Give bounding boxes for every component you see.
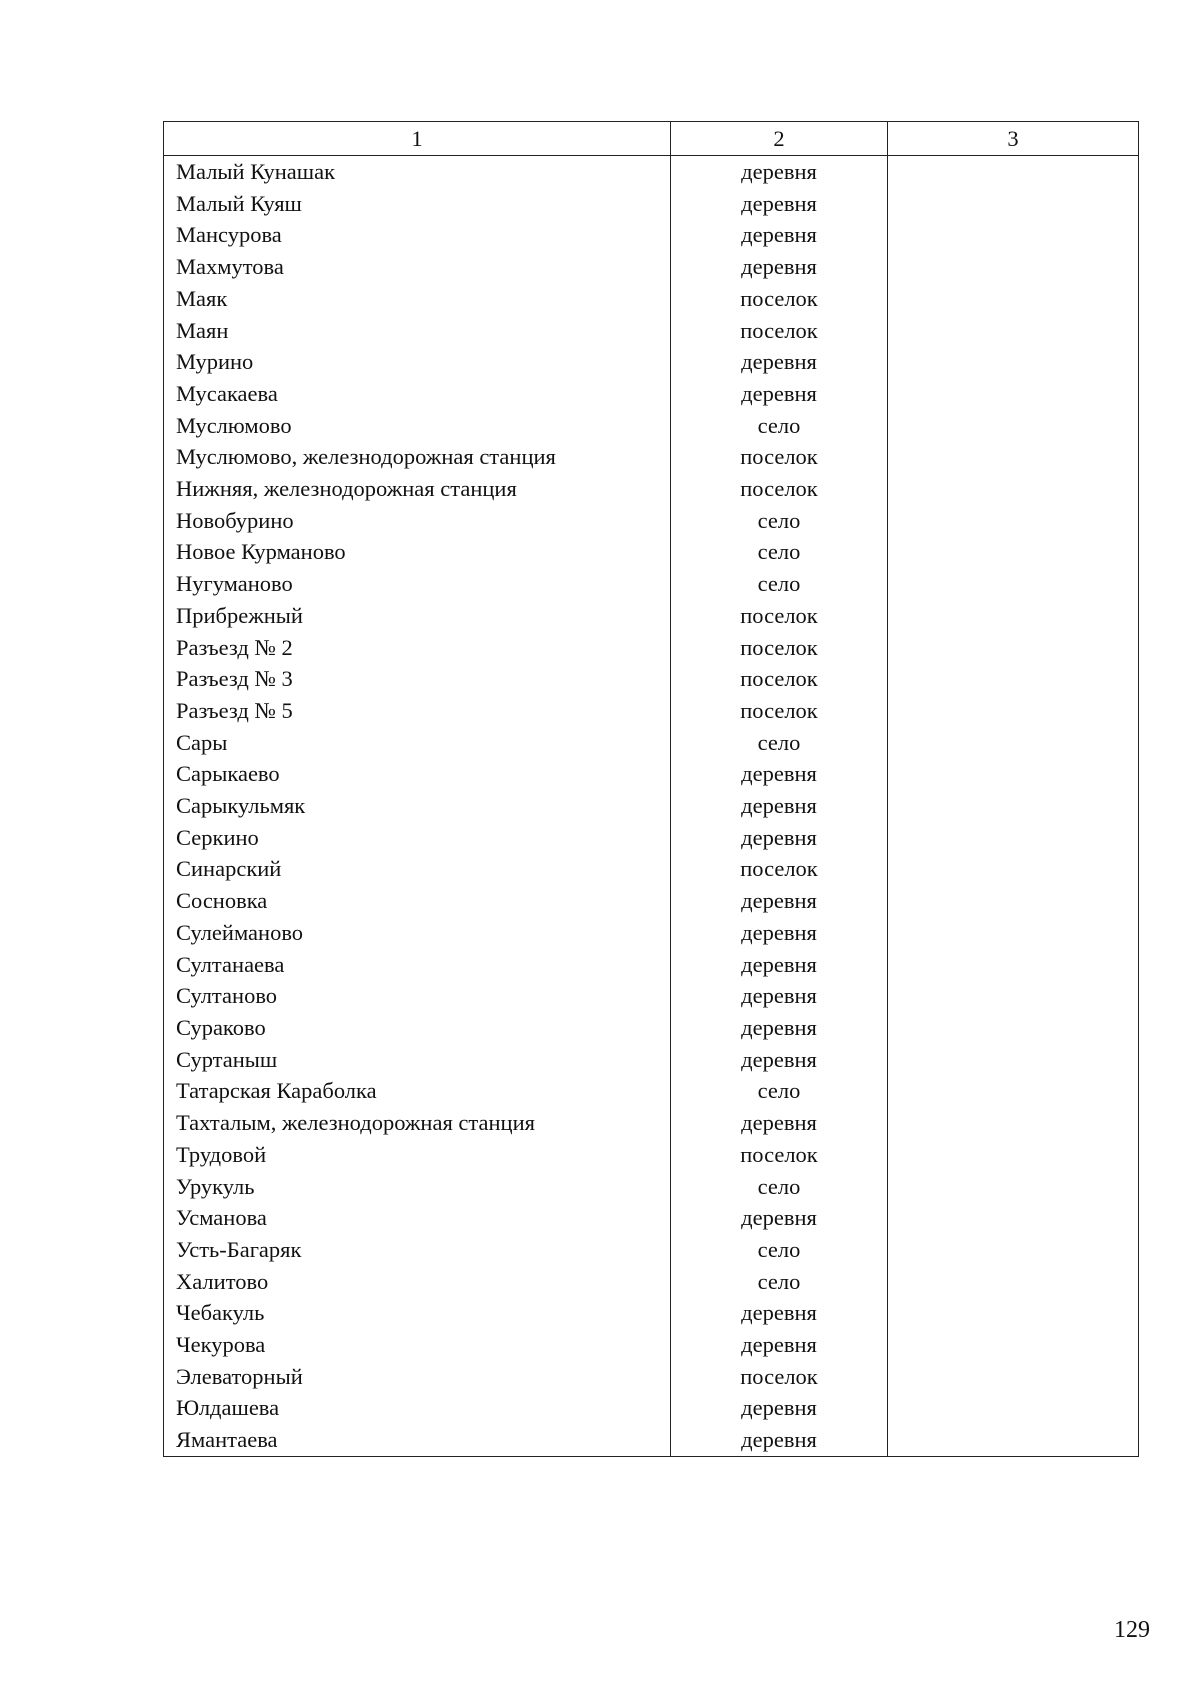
table-row [164, 1234, 1139, 1266]
table-row [164, 1139, 1139, 1171]
column-3-cell [888, 283, 1139, 315]
column-3-cell [888, 1044, 1139, 1076]
settlement-name-cell: Сары [164, 727, 671, 759]
table-row [164, 1171, 1139, 1203]
column-3-cell [888, 790, 1139, 822]
settlement-type-cell: село [671, 1075, 888, 1107]
column-3-cell [888, 917, 1139, 949]
column-3-cell [888, 1234, 1139, 1266]
column-3-cell [888, 695, 1139, 727]
settlement-name-cell: Новобурино [164, 505, 671, 537]
table-row [164, 695, 1139, 727]
settlement-name-cell: Халитово [164, 1266, 671, 1298]
settlement-type-cell: поселок [671, 853, 888, 885]
column-3-cell [888, 410, 1139, 442]
settlement-name-cell: Чебакуль [164, 1297, 671, 1329]
settlement-type-cell: деревня [671, 346, 888, 378]
settlement-name-cell: Разъезд № 3 [164, 663, 671, 695]
column-3-cell [888, 1392, 1139, 1424]
table-row [164, 219, 1139, 251]
settlement-name-cell: Сарыкульмяк [164, 790, 671, 822]
settlement-name-cell: Малый Куяш [164, 188, 671, 220]
column-3-cell [888, 1297, 1139, 1329]
column-3-cell [888, 1202, 1139, 1234]
settlement-name-cell: Султанаева [164, 949, 671, 981]
settlement-name-cell: Сарыкаево [164, 758, 671, 790]
settlement-name-cell: Новое Курманово [164, 536, 671, 568]
settlement-type-cell: поселок [671, 663, 888, 695]
settlement-type-cell: деревня [671, 1202, 888, 1234]
table-row [164, 1075, 1139, 1107]
column-3-cell [888, 600, 1139, 632]
settlement-name-cell: Сосновка [164, 885, 671, 917]
table-row [164, 568, 1139, 600]
column-3-cell [888, 1139, 1139, 1171]
settlement-type-cell: деревня [671, 980, 888, 1012]
column-header-1: 1 [164, 122, 671, 156]
settlement-name-cell: Малый Кунашак [164, 156, 671, 188]
column-3-cell [888, 1075, 1139, 1107]
table-row [164, 251, 1139, 283]
settlement-type-cell: деревня [671, 251, 888, 283]
settlement-type-cell: поселок [671, 1139, 888, 1171]
settlement-type-cell: деревня [671, 1424, 888, 1456]
settlement-name-cell: Суртаныш [164, 1044, 671, 1076]
settlement-type-cell: деревня [671, 1107, 888, 1139]
table-row [164, 315, 1139, 347]
settlement-name-cell: Усманова [164, 1202, 671, 1234]
settlement-type-cell: село [671, 1266, 888, 1298]
settlement-name-cell: Мусакаева [164, 378, 671, 410]
column-3-cell [888, 378, 1139, 410]
table-row [164, 790, 1139, 822]
column-header-2: 2 [671, 122, 888, 156]
table-row [164, 1044, 1139, 1076]
settlement-name-cell: Татарская Караболка [164, 1075, 671, 1107]
settlement-type-cell: село [671, 727, 888, 759]
settlement-type-cell: деревня [671, 219, 888, 251]
table-row [164, 949, 1139, 981]
table-row [164, 917, 1139, 949]
column-3-cell [888, 1329, 1139, 1361]
table-row [164, 1424, 1139, 1456]
table-row [164, 441, 1139, 473]
column-3-cell [888, 473, 1139, 505]
table-row [164, 980, 1139, 1012]
table-row [164, 600, 1139, 632]
settlement-type-cell: деревня [671, 378, 888, 410]
settlement-type-cell: деревня [671, 1329, 888, 1361]
settlement-type-cell: деревня [671, 822, 888, 854]
table-row [164, 473, 1139, 505]
table-row [164, 188, 1139, 220]
table-row [164, 1392, 1139, 1424]
column-3-cell [888, 632, 1139, 664]
settlement-name-cell: Разъезд № 2 [164, 632, 671, 664]
settlement-name-cell: Трудовой [164, 1139, 671, 1171]
column-3-cell [888, 758, 1139, 790]
column-3-cell [888, 1012, 1139, 1044]
settlement-name-cell: Разъезд № 5 [164, 695, 671, 727]
settlement-type-cell: деревня [671, 949, 888, 981]
column-3-cell [888, 822, 1139, 854]
settlement-name-cell: Серкино [164, 822, 671, 854]
settlement-type-cell: поселок [671, 1361, 888, 1393]
settlement-type-cell: село [671, 410, 888, 442]
settlement-type-cell: поселок [671, 473, 888, 505]
settlement-name-cell: Маяк [164, 283, 671, 315]
column-3-cell [888, 1266, 1139, 1298]
settlement-name-cell: Султаново [164, 980, 671, 1012]
column-3-cell [888, 885, 1139, 917]
column-3-cell [888, 663, 1139, 695]
settlement-type-cell: поселок [671, 441, 888, 473]
settlement-name-cell: Синарский [164, 853, 671, 885]
settlement-type-cell: село [671, 505, 888, 537]
settlement-name-cell: Сулейманово [164, 917, 671, 949]
column-3-cell [888, 251, 1139, 283]
table-row [164, 1012, 1139, 1044]
settlement-name-cell: Маян [164, 315, 671, 347]
table-row [164, 536, 1139, 568]
column-3-cell [888, 853, 1139, 885]
settlement-name-cell: Нижняя, железнодорожная станция [164, 473, 671, 505]
settlement-type-cell: деревня [671, 1012, 888, 1044]
table-row [164, 822, 1139, 854]
settlement-type-cell: поселок [671, 695, 888, 727]
settlement-type-cell: деревня [671, 1392, 888, 1424]
settlement-type-cell: деревня [671, 917, 888, 949]
table-row [164, 1107, 1139, 1139]
settlement-name-cell: Ямантаева [164, 1424, 671, 1456]
table-row [164, 156, 1139, 188]
column-3-cell [888, 315, 1139, 347]
settlement-type-cell: деревня [671, 758, 888, 790]
table-body [164, 156, 1139, 1457]
settlement-name-cell: Муслюмово [164, 410, 671, 442]
settlement-type-cell: поселок [671, 600, 888, 632]
settlement-type-cell: деревня [671, 790, 888, 822]
table-row [164, 663, 1139, 695]
table-row [164, 727, 1139, 759]
column-3-cell [888, 346, 1139, 378]
column-3-cell [888, 1424, 1139, 1456]
settlement-type-cell: деревня [671, 1044, 888, 1076]
settlement-type-cell: поселок [671, 632, 888, 664]
settlement-name-cell: Элеваторный [164, 1361, 671, 1393]
settlement-name-cell: Тахталым, железнодорожная станция [164, 1107, 671, 1139]
column-3-cell [888, 156, 1139, 188]
settlement-name-cell: Юлдашева [164, 1392, 671, 1424]
settlement-type-cell: село [671, 1171, 888, 1203]
settlement-type-cell: село [671, 1234, 888, 1266]
column-3-cell [888, 1171, 1139, 1203]
settlement-type-cell: деревня [671, 885, 888, 917]
settlement-name-cell: Чекурова [164, 1329, 671, 1361]
table-row [164, 1329, 1139, 1361]
table-row [164, 758, 1139, 790]
settlement-name-cell: Урукуль [164, 1171, 671, 1203]
table-header-row [164, 122, 1139, 156]
column-3-cell [888, 1107, 1139, 1139]
column-3-cell [888, 188, 1139, 220]
column-3-cell [888, 1361, 1139, 1393]
table-row [164, 505, 1139, 537]
settlement-name-cell: Мансурова [164, 219, 671, 251]
column-3-cell [888, 536, 1139, 568]
settlement-type-cell: село [671, 536, 888, 568]
table-row [164, 1202, 1139, 1234]
table-row [164, 632, 1139, 664]
column-header-3: 3 [888, 122, 1139, 156]
settlement-type-cell: деревня [671, 156, 888, 188]
settlement-name-cell: Прибрежный [164, 600, 671, 632]
settlement-type-cell: поселок [671, 315, 888, 347]
settlement-type-cell: деревня [671, 1297, 888, 1329]
table-row [164, 378, 1139, 410]
table-row [164, 410, 1139, 442]
settlement-name-cell: Нугуманово [164, 568, 671, 600]
column-3-cell [888, 980, 1139, 1012]
settlement-name-cell: Сураково [164, 1012, 671, 1044]
column-3-cell [888, 505, 1139, 537]
table-row [164, 1266, 1139, 1298]
table-row [164, 853, 1139, 885]
settlement-name-cell: Мурино [164, 346, 671, 378]
settlement-type-cell: поселок [671, 283, 888, 315]
column-3-cell [888, 441, 1139, 473]
settlement-type-cell: село [671, 568, 888, 600]
table-row [164, 1297, 1139, 1329]
column-3-cell [888, 727, 1139, 759]
table-row [164, 283, 1139, 315]
table-row [164, 885, 1139, 917]
settlement-type-cell: деревня [671, 188, 888, 220]
settlement-name-cell: Усть-Багаряк [164, 1234, 671, 1266]
table-row [164, 346, 1139, 378]
settlement-name-cell: Махмутова [164, 251, 671, 283]
column-3-cell [888, 568, 1139, 600]
column-3-cell [888, 219, 1139, 251]
settlement-name-cell: Муслюмово, железнодорожная станция [164, 441, 671, 473]
page-number: 129 [1114, 1617, 1150, 1643]
column-3-cell [888, 949, 1139, 981]
settlements-table [163, 121, 1139, 1457]
table-row [164, 1361, 1139, 1393]
